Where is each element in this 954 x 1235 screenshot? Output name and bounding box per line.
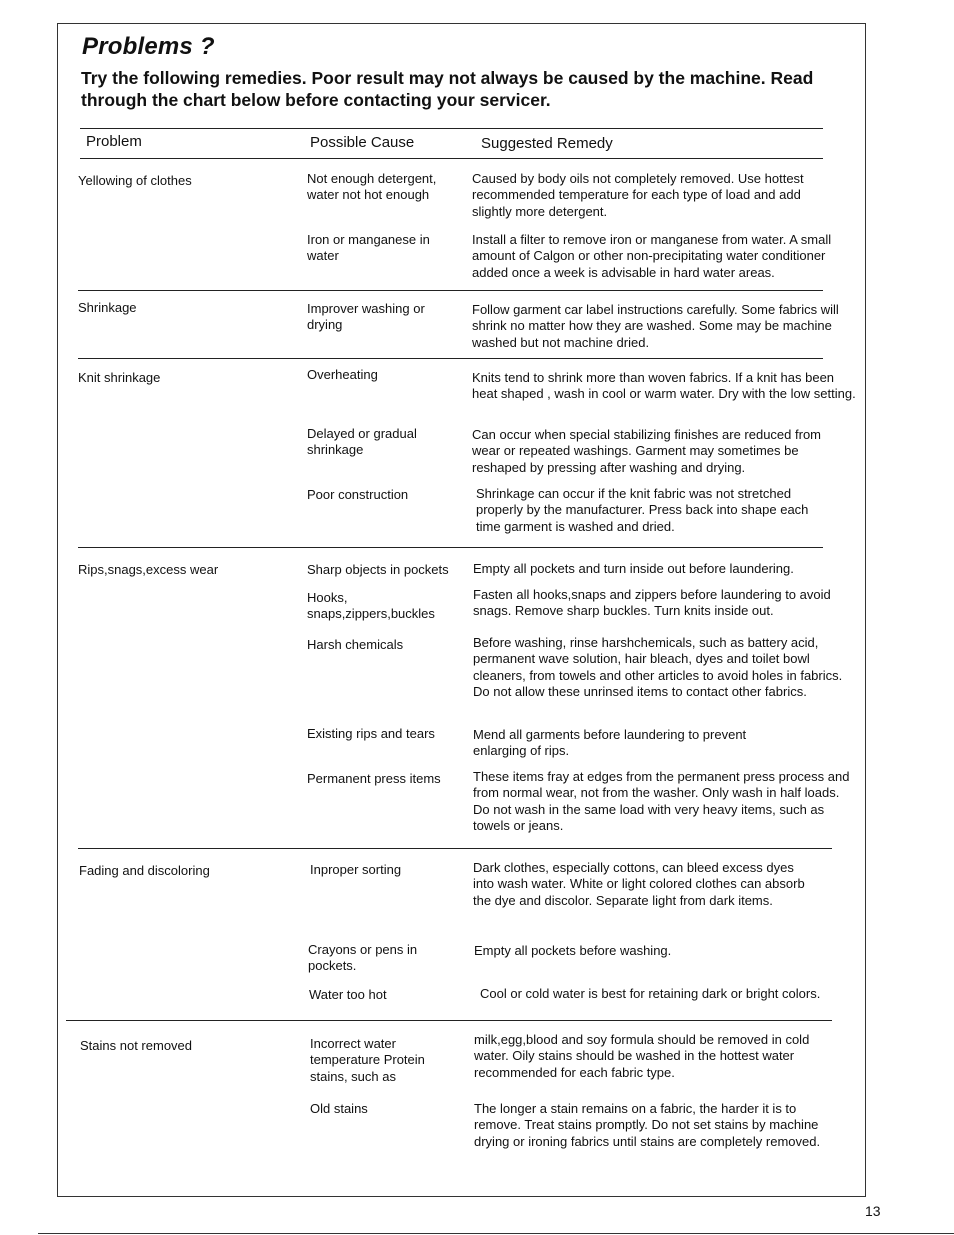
remedy-cell: Empty all pockets and turn inside out before laundering. [473,561,794,576]
problem-cell: Knit shrinkage [78,370,161,385]
cause-cell: Hooks, snaps,zippers,buckles [307,590,435,622]
remedy-cell: Fasten all hooks,snaps and zippers before laundering to avoid snags. Remove sharp buckles. Turn knits inside out. [473,587,831,619]
cause-cell: Poor construction [307,487,409,502]
remedy-cell: Cool or cold water is best for retaining dark or bright colors. [480,986,821,1001]
section-rule [78,290,823,291]
problem-cell: Rips,snags,excess wear [78,562,219,577]
header-bottom-rule [80,158,823,159]
cause-cell: Permanent press items [307,771,441,786]
bottom-rule [38,1233,954,1234]
remedy-cell: Mend all garments before laundering to prevent enlarging of rips. [473,727,747,759]
cause-cell: Iron or manganese in water [307,232,430,264]
cause-cell: Overheating [307,367,378,382]
column-header-remedy: Suggested Remedy [481,135,613,152]
cause-cell: Harsh chemicals [307,637,404,652]
remedy-cell: milk,egg,blood and soy formula should be removed in cold water. Oily stains should be washed in the hottest water recommended for each fabric type. [474,1032,810,1080]
cause-cell: Water too hot [309,987,387,1002]
page-subtitle: Try the following remedies. Poor result may not always be caused by the machine. Read through the chart below before contacting your servicer. [81,68,814,110]
remedy-cell: Install a filter to remove iron or manganese from water. A small amount of Calgon or other non-precipitating water conditioner added once a week is advisable in hard water areas. [472,232,832,280]
problem-cell: Stains not removed [80,1038,193,1053]
section-rule [78,848,832,849]
remedy-cell: Dark clothes, especially cottons, can bleed excess dyes into wash water. White or light colored clothes can absorb the dye and discolor. Separate light from dark items. [473,860,805,908]
remedy-cell: The longer a stain remains on a fabric, the harder it is to remove. Treat stains promptly. Do not set stains by machine drying or ironing fabrics until stains are completely removed. [474,1101,821,1149]
section-rule [66,1020,832,1021]
section-rule [78,547,823,548]
page-number: 13 [865,1203,881,1219]
remedy-cell: Before washing, rinse harshchemicals, such as battery acid, permanent wave solution, hair bleach, dyes and toilet bowl cleaners, from towels and other articles to avoid holes in fabrics. Do not allow these unrinsed items to contact other fabrics. [473,635,843,699]
cause-cell: Sharp objects in pockets [307,562,449,577]
remedy-cell: Can occur when special stabilizing finishes are reduced from wear or repeated washings. Garment may sometimes be reshaped by pressing after washing and drying. [472,427,822,475]
cause-cell: Not enough detergent, water not hot enough [307,171,437,203]
cause-cell: Incorrect water temperature Protein stains, such as [310,1036,425,1084]
header-top-rule [80,128,823,129]
column-header-problem: Problem [86,133,142,150]
problem-cell: Shrinkage [78,300,137,315]
cause-cell: Crayons or pens in pockets. [308,942,418,974]
cause-cell: Delayed or gradual shrinkage [307,426,417,458]
cause-cell: Inproper sorting [310,862,402,877]
remedy-cell: Caused by body oils not completely removed. Use hottest recommended temperature for each type of load and add slightly more detergent. [472,171,804,219]
cause-cell: Improver washing or drying [307,301,425,333]
cause-cell: Existing rips and tears [307,726,435,741]
section-rule [78,358,823,359]
remedy-cell: Knits tend to shrink more than woven fabrics. If a knit has been heat shaped , wash in cool or warm water. Dry with the low setting. [472,370,856,402]
cause-cell: Old stains [310,1101,368,1116]
column-header-cause: Possible Cause [310,134,415,151]
remedy-cell: Empty all pockets before washing. [474,943,672,958]
remedy-cell: Follow garment car label instructions carefully. Some fabrics will shrink no matter how they are washed. Some may be machine washed but not machine dried. [472,302,839,350]
problem-cell: Fading and discoloring [79,863,210,878]
page-title: Problems ? [82,33,215,60]
remedy-cell: These items fray at edges from the permanent press process and from normal wear, not from the washer. Only wash in half loads. Do not wash in the same load with very heavy items, such as towels or jeans. [473,769,850,833]
problem-cell: Yellowing of clothes [78,173,192,188]
remedy-cell: Shrinkage can occur if the knit fabric was not stretched properly by the manufacturer. Press back into shape each time garment is washed and dried. [476,486,809,534]
